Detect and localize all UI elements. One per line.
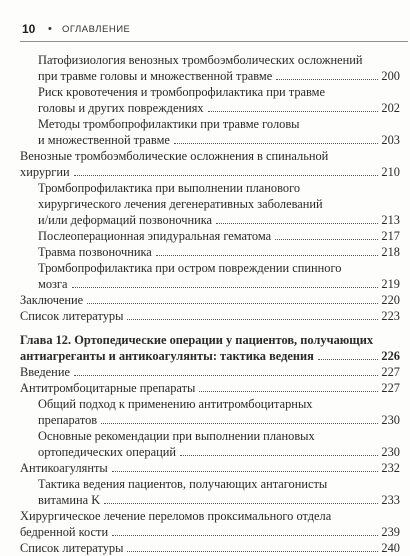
toc-entry-title-line: Методы тромбопрофилактики при травме головы [38, 117, 300, 131]
dot-leader [112, 471, 379, 472]
toc-entry[interactable] [20, 540, 400, 556]
toc-chapter-entry[interactable] [20, 332, 400, 364]
toc-entry[interactable] [20, 292, 400, 308]
toc-entry-title-line: Список литературы [20, 541, 124, 555]
toc-entry[interactable] [20, 380, 400, 396]
toc-entry-title-line: и/или деформаций позвоночника [38, 213, 213, 227]
dot-leader [72, 287, 379, 288]
header-rule [20, 41, 408, 42]
dot-leader [216, 223, 378, 224]
toc-entry[interactable] [38, 52, 400, 84]
dot-leader [104, 503, 378, 504]
dot-leader [87, 303, 378, 304]
toc-entry[interactable] [20, 508, 400, 540]
dot-leader [199, 391, 378, 392]
toc-entry-title-line: мозга [38, 277, 68, 291]
toc-page-number: 233 [381, 493, 400, 507]
toc-entry-title-line: антиагреганты и антикоагулянты: тактика ведения [20, 349, 314, 363]
toc-entry-title-line: препаратов [38, 413, 98, 427]
toc-page-number: 217 [381, 229, 400, 243]
toc-entry-title-line: витамина K [38, 493, 101, 507]
toc-page-number: 239 [381, 525, 400, 539]
toc-entry-title-line: хирургии [20, 165, 70, 179]
toc-page-number: 230 [381, 445, 400, 459]
toc-page-number: 230 [381, 413, 400, 427]
dot-leader [276, 79, 378, 80]
toc-entry-title-line: бедренной кости [20, 525, 109, 539]
toc-entry[interactable] [38, 244, 400, 260]
dot-leader [74, 175, 379, 176]
toc-entry-title-line: и множественной травме [38, 133, 170, 147]
dot-leader [156, 255, 379, 256]
toc-entry-title-line: Послеоперационная эпидуральная гематома [38, 229, 272, 243]
toc-entry-title-line: при травме головы и множественной травме [38, 69, 273, 83]
toc-page-number: 227 [381, 365, 400, 379]
dot-leader [101, 423, 378, 424]
toc-page-number: 210 [381, 165, 400, 179]
toc-page-number: 213 [381, 213, 400, 227]
toc-page-number: 200 [381, 69, 400, 83]
toc-entry-title-line: Риск кровотечения и тромбопрофилактика при травме [38, 85, 326, 99]
toc-entry-title-line: Тромбопрофилактика при выполнении планового [38, 181, 301, 195]
toc-entry-title-line: Патофизиология венозных тромбоэмболических осложнений [38, 53, 363, 67]
toc-entry[interactable] [38, 428, 400, 460]
toc-entry[interactable] [38, 260, 400, 292]
dot-leader [127, 319, 378, 320]
toc-entry-title-line: хирургического лечения дегенеративных заболеваний [38, 197, 323, 211]
toc-page-number: 227 [381, 381, 400, 395]
header-bullet: • [48, 23, 52, 35]
toc-entry-title-line: Тактика ведения пациентов, получающих антагонисты [38, 477, 328, 491]
toc-page-number: 203 [381, 133, 400, 147]
dot-leader [275, 239, 378, 240]
toc-page-number: 226 [381, 349, 400, 363]
toc-entry[interactable] [20, 148, 400, 180]
dot-leader [127, 551, 378, 552]
toc-page-number: 220 [381, 293, 400, 307]
toc-entry[interactable] [38, 116, 400, 148]
toc-entry[interactable] [38, 180, 400, 228]
toc-page-number: 223 [381, 309, 400, 323]
toc-page-number: 232 [381, 461, 400, 475]
toc-entry-title-line: Заключение [20, 293, 84, 307]
dot-leader [112, 535, 378, 536]
toc-page-number: 219 [381, 277, 400, 291]
toc-entry-title-line: Введение [20, 365, 70, 379]
dot-leader [74, 375, 378, 376]
toc-entry-title-line: Глава 12. Ортопедические операции у пациентов, получающих [20, 333, 374, 347]
toc-entry[interactable] [38, 228, 400, 244]
running-title: ОГЛАВЛЕНИЕ [62, 24, 131, 35]
toc-entry[interactable] [38, 84, 400, 116]
dot-leader [180, 455, 378, 456]
toc-entry-title-line: Общий подход к применению антитромбоцитарных [38, 397, 313, 411]
toc-page-number: 240 [381, 541, 400, 555]
dot-leader [208, 111, 379, 112]
toc-entry-title-line: ортопедических операций [38, 445, 176, 459]
toc-entry-title-line: Антикоагулянты [20, 461, 108, 475]
toc-entry-title-line: Травма позвоночника [38, 245, 152, 259]
toc-entry[interactable] [20, 308, 400, 324]
toc-entry[interactable] [20, 364, 400, 380]
toc-entry-title-line: головы и других повреждениях [38, 101, 204, 115]
running-header [0, 0, 410, 44]
toc-entry-title-line: Хирургическое лечение переломов проксимального отдела [20, 509, 332, 523]
toc-entry-title-line: Основные рекомендации при выполнении плановых [38, 429, 315, 443]
toc-entry[interactable] [38, 476, 400, 508]
toc-entry-title-line: Список литературы [20, 309, 124, 323]
dot-leader [174, 143, 378, 144]
toc-page-number: 218 [381, 245, 400, 259]
table-of-contents [0, 52, 410, 556]
toc-entry-title-line: Тромбопрофилактика при остром повреждении спинного [38, 261, 342, 275]
page-number: 10 [22, 22, 36, 36]
toc-page-number: 202 [381, 101, 400, 115]
toc-entry-title-line: Антитромбоцитарные препараты [20, 381, 196, 395]
toc-entry[interactable] [20, 460, 400, 476]
dot-leader [318, 359, 379, 360]
toc-entry-title-line: Венозные тромбоэмболические осложнения в спинальной [20, 149, 329, 163]
toc-entry[interactable] [38, 396, 400, 428]
chapter-gap [0, 324, 410, 332]
